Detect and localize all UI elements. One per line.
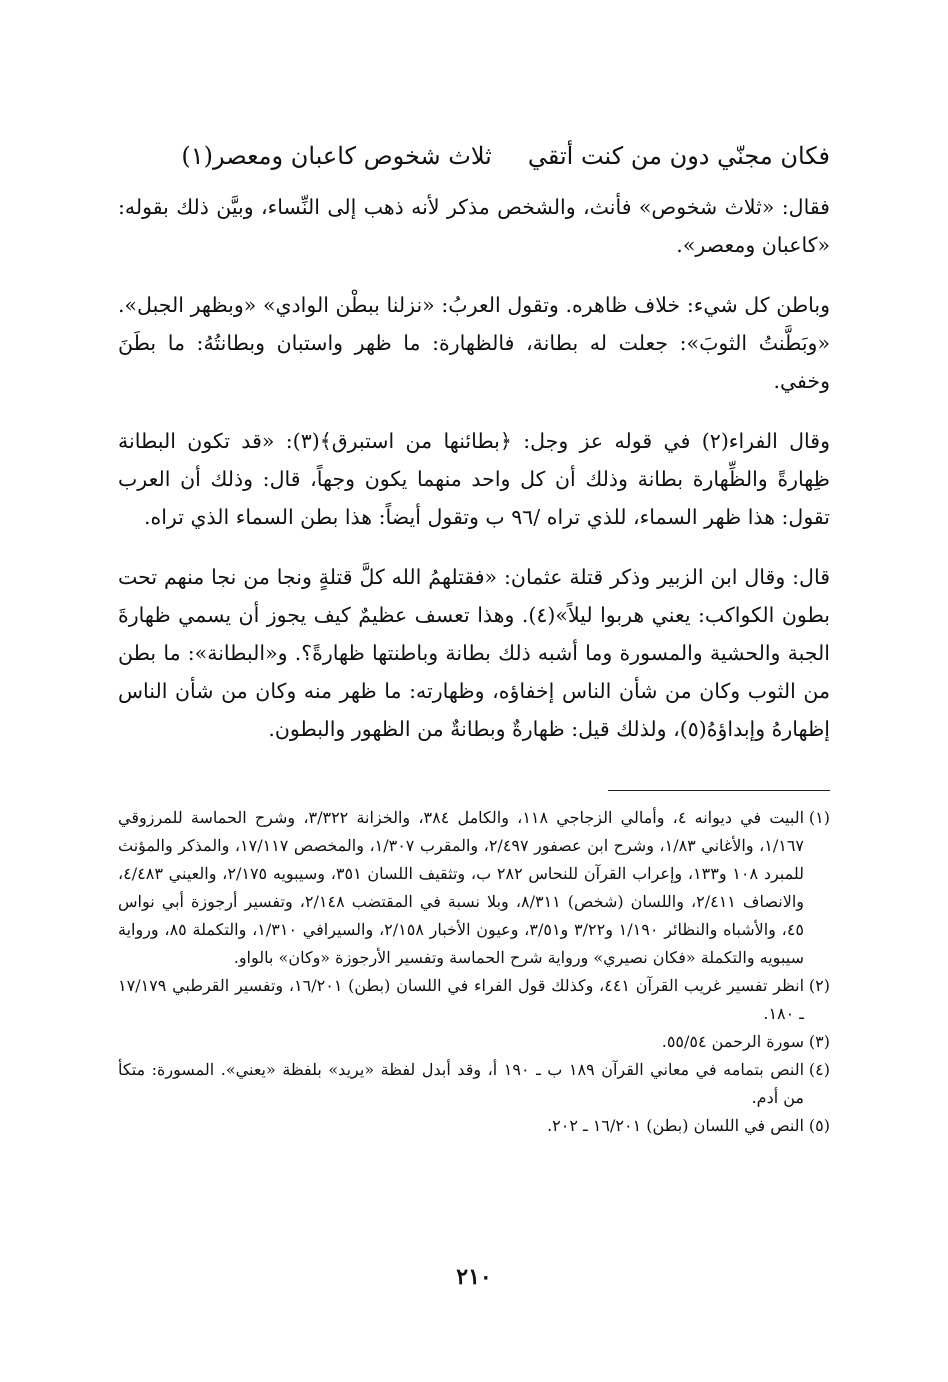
footnote bbox=[118, 972, 830, 1028]
footnote-text: البيت في ديوانه ٤، وأمالي الزجاجي ١١٨، والكامل ٣٨٤، والخزانة ٣/٣٢٢، وشرح الحماسة للمرزوقي ١/١٦٧، والأغاني ١/٨٣، وشرح ابن عصفور ٢/٤٩٧، والمقرب ١/٣٠٧، والمخصص ١٧/١١٧، والمذكر والمؤنث للمبرد ١٠٨ و١٣٣، وإعراب القرآن للنحاس ٢٨٢ ب، وتثقيف اللسان ٣٥١، وسيبويه ٢/١٧٥، والعيني ٤/٤٨٣، والانصاف ٢/٤١١، واللسان (شخص) ٨/٣١١، وبلا نسبة في المقتضب ٢/١٤٨، وتفسير أرجوزة أبي نواس ٤٥، والأشباه والنظائر ١/١٩٠ و٣/٢٢ و٣/٥١، وعيون الأخبار ٢/١٥٨، والسيرافي ١/٣١٠، والتكملة ٨٥، ورواية سيبويه والتكملة «فكان نصيري» ورواية شرح الحماسة وتفسير الأرجوزة «وكان» بالواو. bbox=[118, 808, 805, 967]
footnote bbox=[118, 1112, 830, 1140]
paragraph: قال: وقال ابن الزبير وذكر قتلة عثمان: «فقتلهمُ الله كلَّ قتلةٍ ونجا من نجا منهم تحت بطون الكواكب: يعني هربوا ليلاً»(٤). وهذا تعسف عظيمٌ كيف يجوز أن يسمي ظهارةَ الجبة والحشية والمسورة وما أشبه ذلك بطانة وباطنتها ظهارةً؟. و«البطانة»: ما بطن من الثوب وكان من شأن الناس إخفاؤه، وظهارته: ما ظهر منه وكان من شأن الناس إظهارهُ وإبداؤهُ(٥)، ولذلك قيل: ظهارةٌ وبطانةٌ من الظهور والبطون. bbox=[118, 565, 830, 741]
paragraph: وقال الفراء(٢) في قوله عز وجل: ﴿بطائنها من استبرق﴾(٣): «قد تكون البطانة ظِهارةً والظِّهارة بطانة وذلك أن كل واحد منهما يكون وجهاً، قال: وذلك أن العرب تقول: هذا ظهر السماء، للذي تراه /٩٦ ب وتقول أيضاً: هذا بطن السماء الذي تراه. bbox=[118, 429, 830, 529]
footnote-text: سورة الرحمن ٥٥/٥٤. bbox=[661, 1032, 804, 1051]
paragraph: فقال: «ثلاث شخوص» فأنث، والشخص مذكر لأنه ذهب إلى النِّساء، وبيَّن ذلك بقوله: «كاعبان ومعصر». bbox=[118, 195, 830, 257]
paragraph: وباطن كل شيء: خلاف ظاهره. وتقول العربُ: «نزلنا ببطْن الوادي» «وبظهر الجبل». «وبَطَّنتُ الثوبَ»: جعلت له بطانة، فالظهارة: ما ظهر واستبان وبطانتُهُ: ما بطَنَ وخفي. bbox=[118, 293, 830, 393]
footnote-number: (٥) bbox=[808, 1116, 830, 1135]
footnote bbox=[118, 804, 830, 972]
footnote bbox=[118, 1056, 830, 1112]
verse-second-hemistich: ثلاث شخوص كاعبان ومعصر(١) bbox=[181, 142, 492, 170]
verse-first-hemistich: فكان مجنّي دون من كنت أتقي bbox=[527, 142, 830, 170]
main-text bbox=[118, 188, 830, 770]
footnote-separator bbox=[608, 790, 830, 791]
footnote-text: انظر تفسير غريب القرآن ٤٤١، وكذلك قول الفراء في اللسان (بطن) ١٦/٢٠١، وتفسير القرطبي ١٧/١٧٩ ـ ١٨٠. bbox=[118, 976, 805, 1023]
footnotes bbox=[118, 804, 830, 1140]
footnote-number: (٤) bbox=[808, 1060, 830, 1079]
page-number: ٢١٠ bbox=[456, 1264, 492, 1290]
footnote bbox=[118, 1028, 830, 1056]
poetry-verse bbox=[118, 136, 830, 176]
footnote-number: (٢) bbox=[808, 976, 830, 995]
footnote-number: (١) bbox=[808, 808, 830, 827]
footnote-text: النص في اللسان (بطن) ١٦/٢٠١ ـ ٢٠٢. bbox=[547, 1116, 804, 1135]
footnote-number: (٣) bbox=[808, 1032, 830, 1051]
footnote-text: النص بتمامه في معاني القرآن ١٨٩ ب ـ ١٩٠ أ، وقد أبدل لفظة «يريد» بلفظة «يعني». المسورة: متكأ من أدم. bbox=[118, 1060, 805, 1107]
